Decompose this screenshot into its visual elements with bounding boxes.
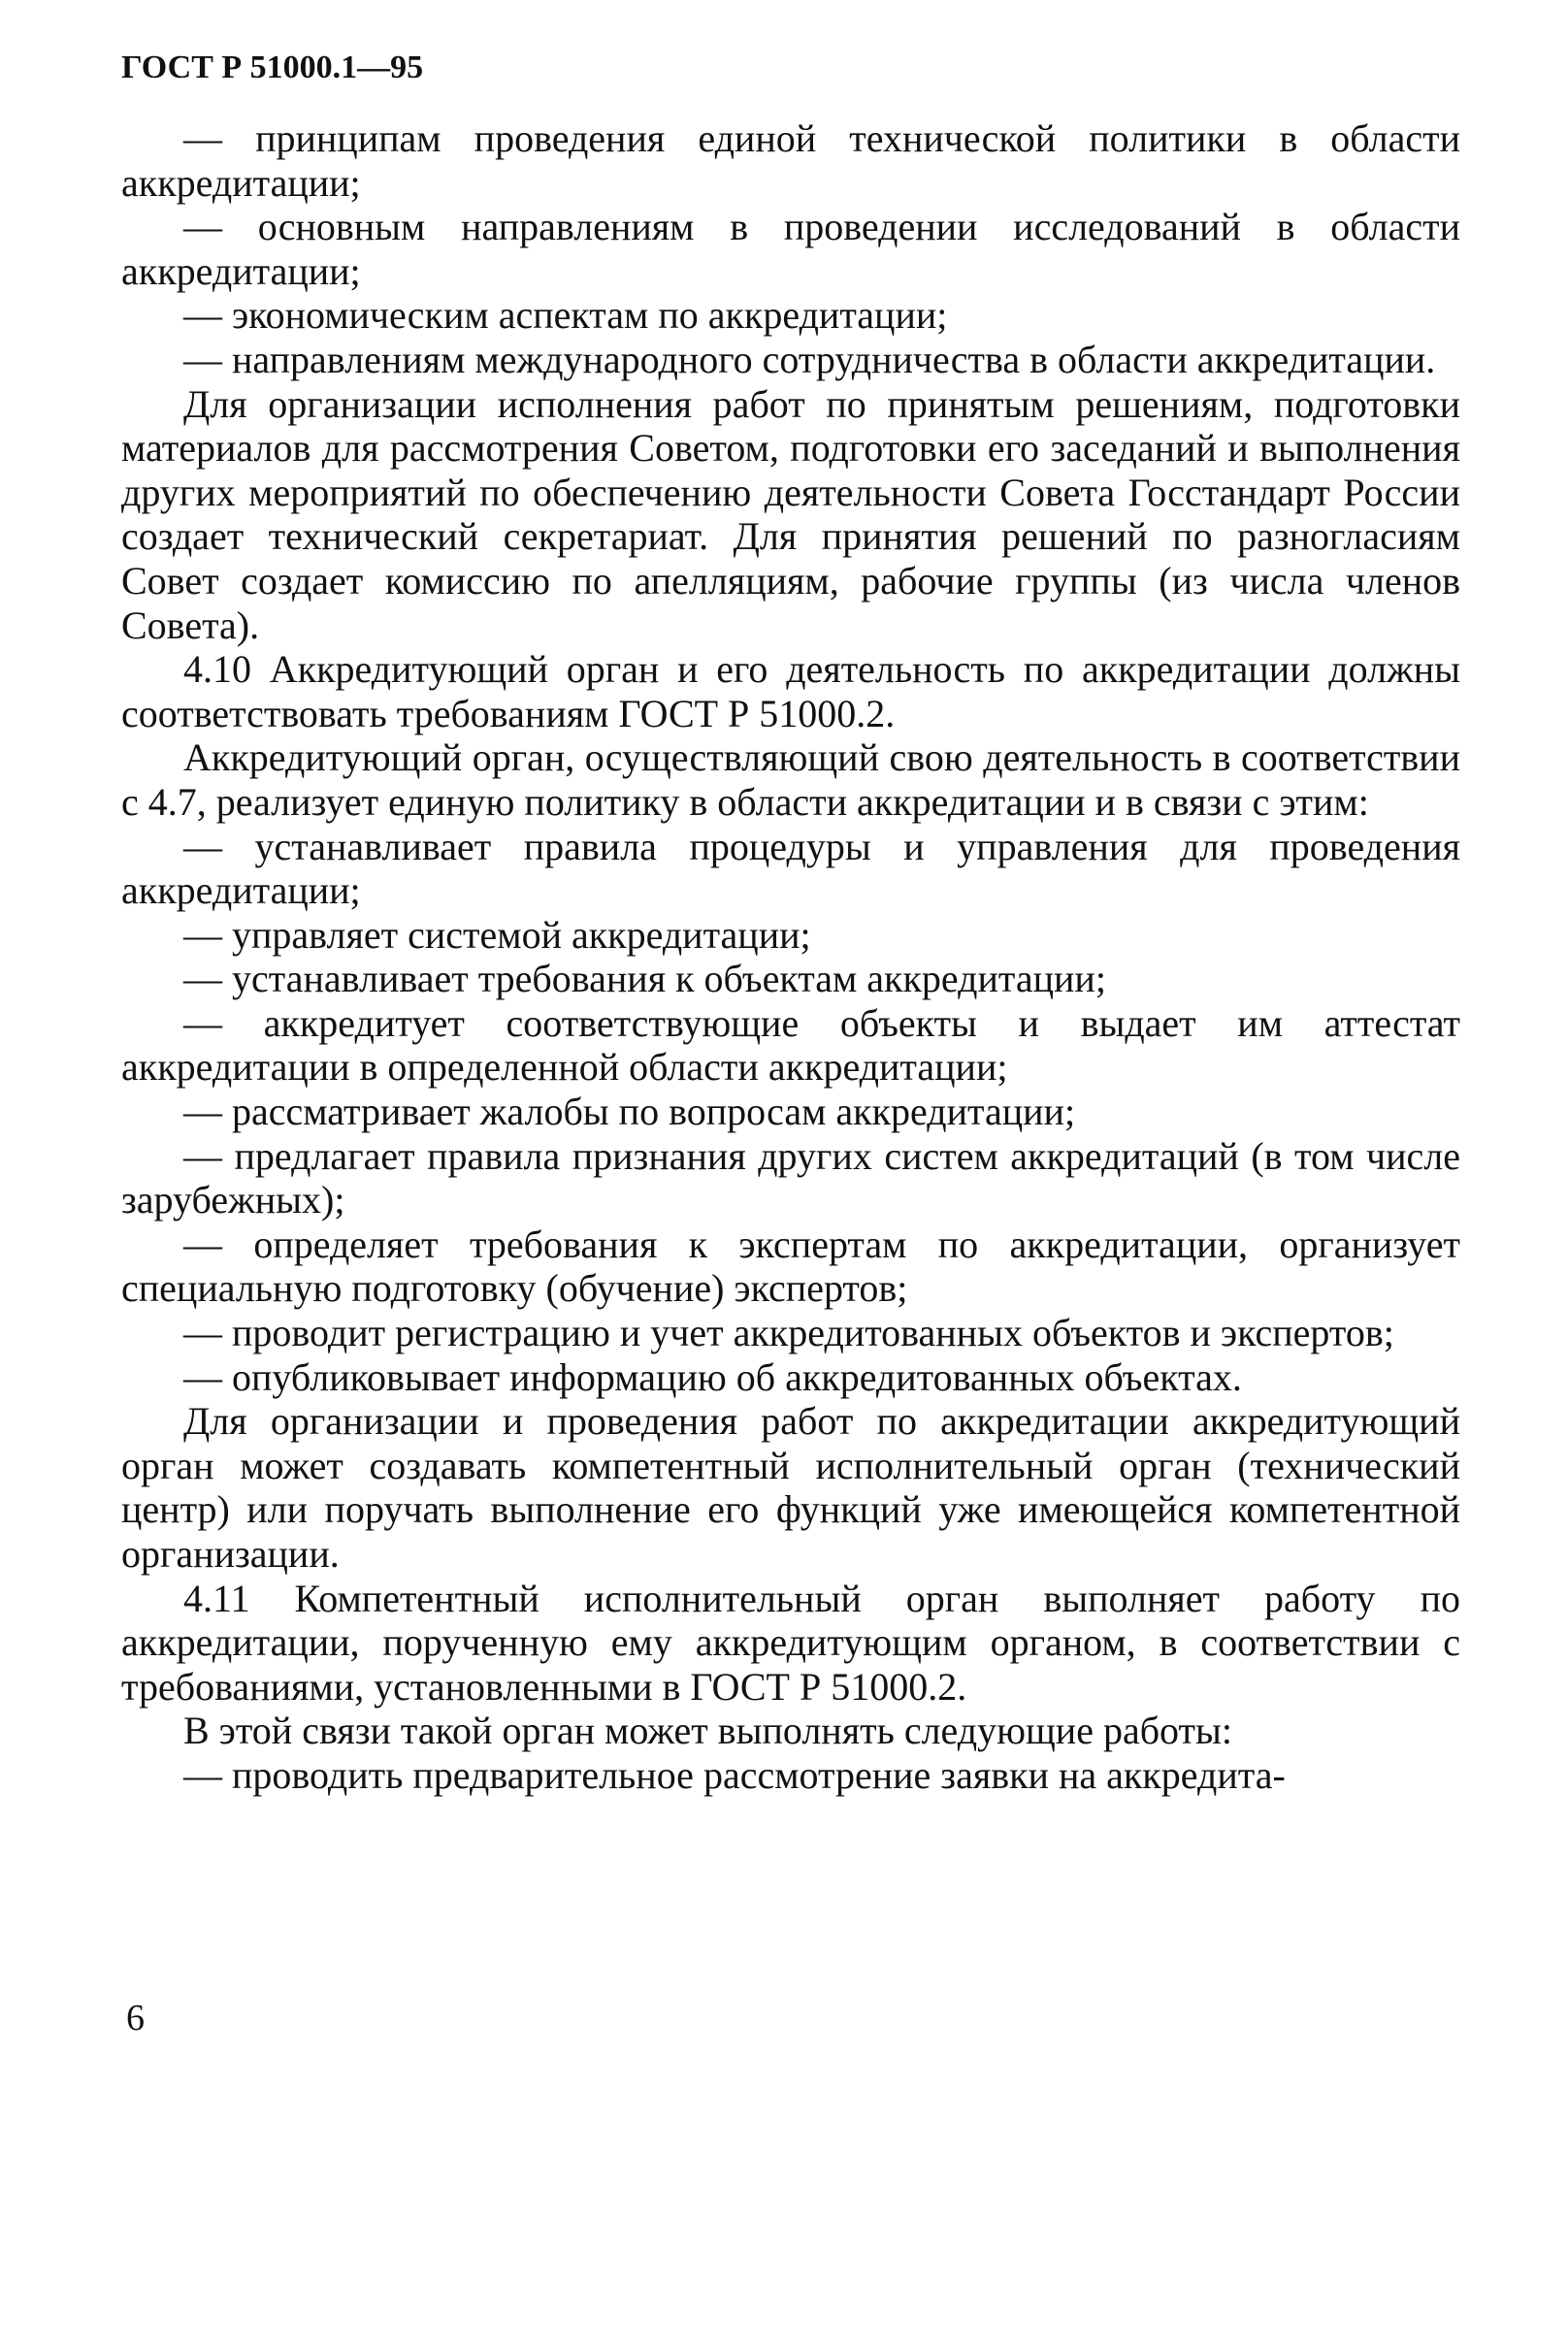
document-page [121,49,1460,1798]
paragraph-1: — принципам проведения единой технической политики в области аккредитации; [121,116,1460,205]
paragraph-17: Для организации и проведения работ по аккредитации аккредитующий орган может создавать компетентный исполнительный орган (технический центр) или поручать выполнение его функций уже имеющейся компетентной организации. [121,1399,1460,1576]
paragraph-4: — направлениям международного сотрудничества в области аккредитации. [183,337,1436,381]
paragraph-10: — устанавливает требования к объектам аккредитации; [183,957,1106,1001]
paragraph-8: — устанавливает правила процедуры и управления для проведения аккредитации; [121,824,1460,913]
paragraph-2: — основным направлениям в проведении исследований в области аккредитации; [121,205,1460,293]
document-body [121,116,1460,1798]
paragraph-13: — предлагает правила признания других систем аккредитаций (в том числе зарубежных); [121,1133,1460,1222]
paragraph-15: — проводит регистрацию и учет аккредитованных объектов и экспертов; [183,1311,1394,1355]
paragraph-7: Аккредитующий орган, осуществляющий свою деятельность в соответствии с 4.7, реализует единую политику в области аккредитации и в связи с этим: [121,735,1460,824]
paragraph-16: — опубликовывает информацию об аккредитованных объектах. [183,1354,1242,1399]
paragraph-11: — аккредитует соответствующие объекты и выдает им аттестат аккредитации в определенной области аккредитации; [121,1000,1460,1090]
paragraph-5: Для организации исполнения работ по принятым решениям, подготовки материалов для рассмотрения Советом, подготовки его заседаний и выполнения других мероприятий по обеспечению деятельности Совета Госстандарт России создает технический секретариат. Для принятия решений по разногласиям Совет создает комиссию по апелляциям, рабочие группы (из числа членов Совета). [121,381,1460,647]
paragraph-6: 4.10 Аккредитующий орган и его деятельность по аккредитации должны соответствовать требованиям ГОСТ Р 51000.2. [121,647,1460,735]
paragraph-20: — проводить предварительное рассмотрение заявки на аккредита- [183,1752,1286,1797]
paragraph-14: — определяет требования к экспертам по аккредитации, организует специальную подготовку (обучение) экспертов; [121,1222,1460,1311]
paragraph-3: — экономическим аспектам по аккредитации; [183,293,948,338]
paragraph-19: В этой связи такой орган может выполнять следующие работы: [183,1709,1232,1753]
document-header: ГОСТ Р 51000.1—95 [121,49,424,85]
paragraph-9: — управляет системой аккредитации; [183,912,811,957]
page-number: 6 [126,1998,145,2038]
paragraph-18: 4.11 Компетентный исполнительный орган выполняет работу по аккредитации, порученную ему аккредитующим органом, в соответствии с требованиями, установленными в ГОСТ Р 51000.2. [121,1576,1460,1709]
paragraph-12: — рассматривает жалобы по вопросам аккредитации; [183,1090,1076,1134]
